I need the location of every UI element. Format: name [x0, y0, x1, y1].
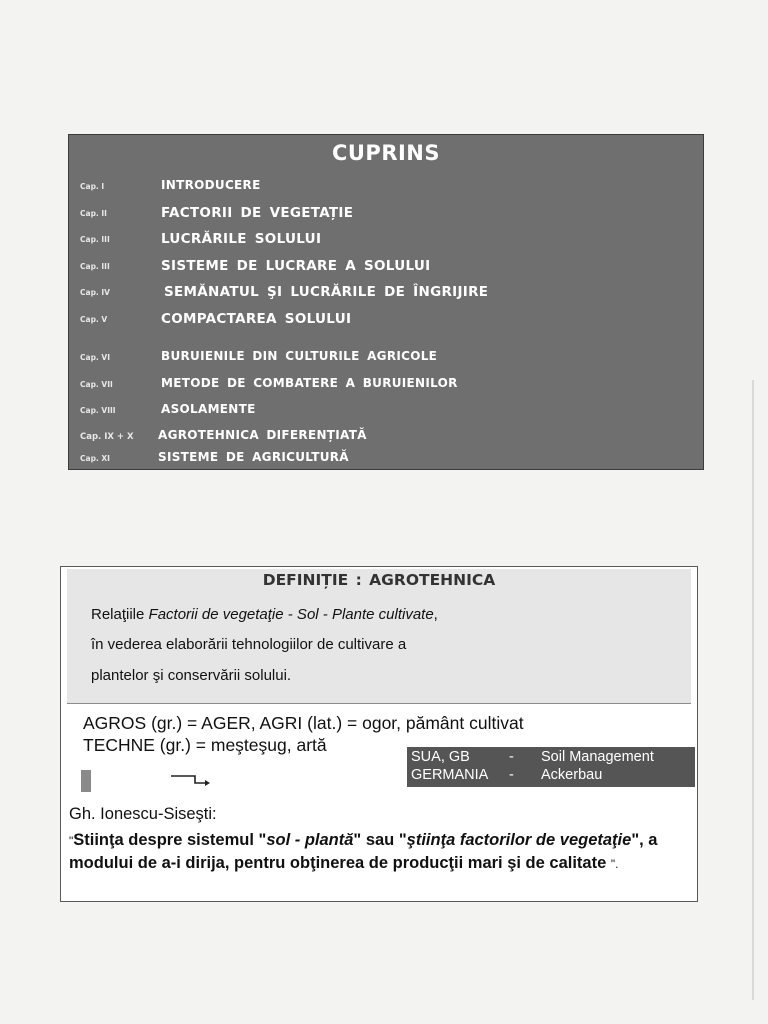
equivalent-dash: -	[509, 749, 514, 765]
chapter-number: Cap. I	[80, 182, 105, 191]
toc-row	[69, 428, 703, 446]
quote-part-3: ", a modului de a-i dirija, pentru obţinerea de producţii mari şi de calitate	[69, 831, 658, 872]
toc-row	[69, 258, 703, 276]
chapter-title: LUCRĂRILE SOLULUI	[161, 231, 322, 247]
chapter-number: Cap. VIII	[80, 406, 116, 415]
chapter-title: ASOLAMENTE	[161, 402, 256, 416]
quote-italic-2: ştiinţa factorilor de vegetaţie	[406, 831, 632, 849]
chapter-number: Cap. III	[80, 262, 110, 271]
definition-title: DEFINIȚIE : AGROTEHNICA	[262, 571, 496, 589]
quote-part-1: Stiinţa despre sistemul "	[73, 831, 267, 849]
equivalent-country: GERMANIA	[411, 767, 489, 783]
toc-row	[69, 450, 703, 468]
toc-row	[69, 376, 703, 394]
chapter-title: METODE DE COMBATERE A BURUIENILOR	[161, 376, 458, 390]
author-name: Gh. Ionescu-Siseşti:	[69, 805, 217, 823]
quote-open-mark: "	[69, 834, 74, 848]
definition-panel	[67, 569, 691, 704]
equivalent-country: SUA, GB	[411, 749, 470, 765]
quote-italic-1: sol - plantă	[266, 831, 354, 849]
etymology-line-2: TECHNE (gr.) = meşteşug, artă	[83, 735, 327, 755]
decorative-bar	[81, 770, 91, 792]
quote-close-mark: ".	[610, 857, 619, 871]
definition-line-2: în vederea elaborării tehnologiilor de cultivare a	[91, 636, 407, 653]
chapter-number: Cap. II	[80, 209, 107, 218]
chapter-number: Cap. IX + X	[80, 432, 134, 442]
chapter-number: Cap. V	[80, 315, 108, 324]
etymology-line-1: AGROS (gr.) = AGER, AGRI (lat.) = ogor, pământ cultivat	[83, 713, 524, 733]
chapter-title: FACTORII DE VEGETAȚIE	[161, 205, 354, 221]
contents-slide	[68, 134, 704, 470]
chapter-title: BURUIENILE DIN CULTURILE AGRICOLE	[161, 349, 438, 363]
chapter-title: SISTEME DE AGRICULTURĂ	[158, 450, 349, 464]
definition-slide	[60, 566, 698, 902]
chapter-number: Cap. XI	[80, 454, 110, 463]
definition-line-1-suffix: ,	[433, 606, 438, 623]
chapter-title: AGROTEHNICA DIFERENȚIATĂ	[158, 428, 367, 442]
toc-row	[69, 178, 703, 196]
definition-line-3: plantelor şi conservării solului.	[91, 667, 292, 684]
definition-line-1-italic: Factorii de vegetaţie - Sol - Plante cultivate	[148, 606, 434, 623]
chapter-title: INTRODUCERE	[161, 178, 261, 192]
equivalent-dash: -	[509, 767, 514, 783]
definition-quote	[69, 829, 685, 875]
equivalents-box	[407, 747, 695, 787]
chapter-number: Cap. IV	[80, 288, 110, 297]
toc-row	[69, 284, 703, 302]
chapter-number: Cap. VI	[80, 353, 110, 362]
arrow-icon	[169, 772, 213, 786]
toc-row	[69, 402, 703, 420]
chapter-title: COMPACTAREA SOLULUI	[161, 311, 352, 327]
definition-line-1	[91, 606, 438, 623]
toc-row	[69, 349, 703, 367]
toc-row	[69, 311, 703, 329]
page-edge-shadow	[752, 380, 754, 1000]
toc-row	[69, 205, 703, 223]
chapter-number: Cap. VII	[80, 380, 113, 389]
chapter-number: Cap. III	[80, 235, 110, 244]
chapter-title: SEMĂNATUL ŞI LUCRĂRILE DE ÎNGRIJIRE	[164, 284, 489, 300]
quote-part-2: " sau "	[353, 831, 407, 849]
equivalent-term: Ackerbau	[541, 767, 603, 783]
definition-line-1-prefix: Relaţiile	[91, 606, 149, 623]
toc-row	[69, 231, 703, 249]
equivalent-term: Soil Management	[541, 749, 654, 765]
chapter-title: SISTEME DE LUCRARE A SOLULUI	[161, 258, 431, 274]
contents-title: CUPRINS	[331, 141, 441, 165]
